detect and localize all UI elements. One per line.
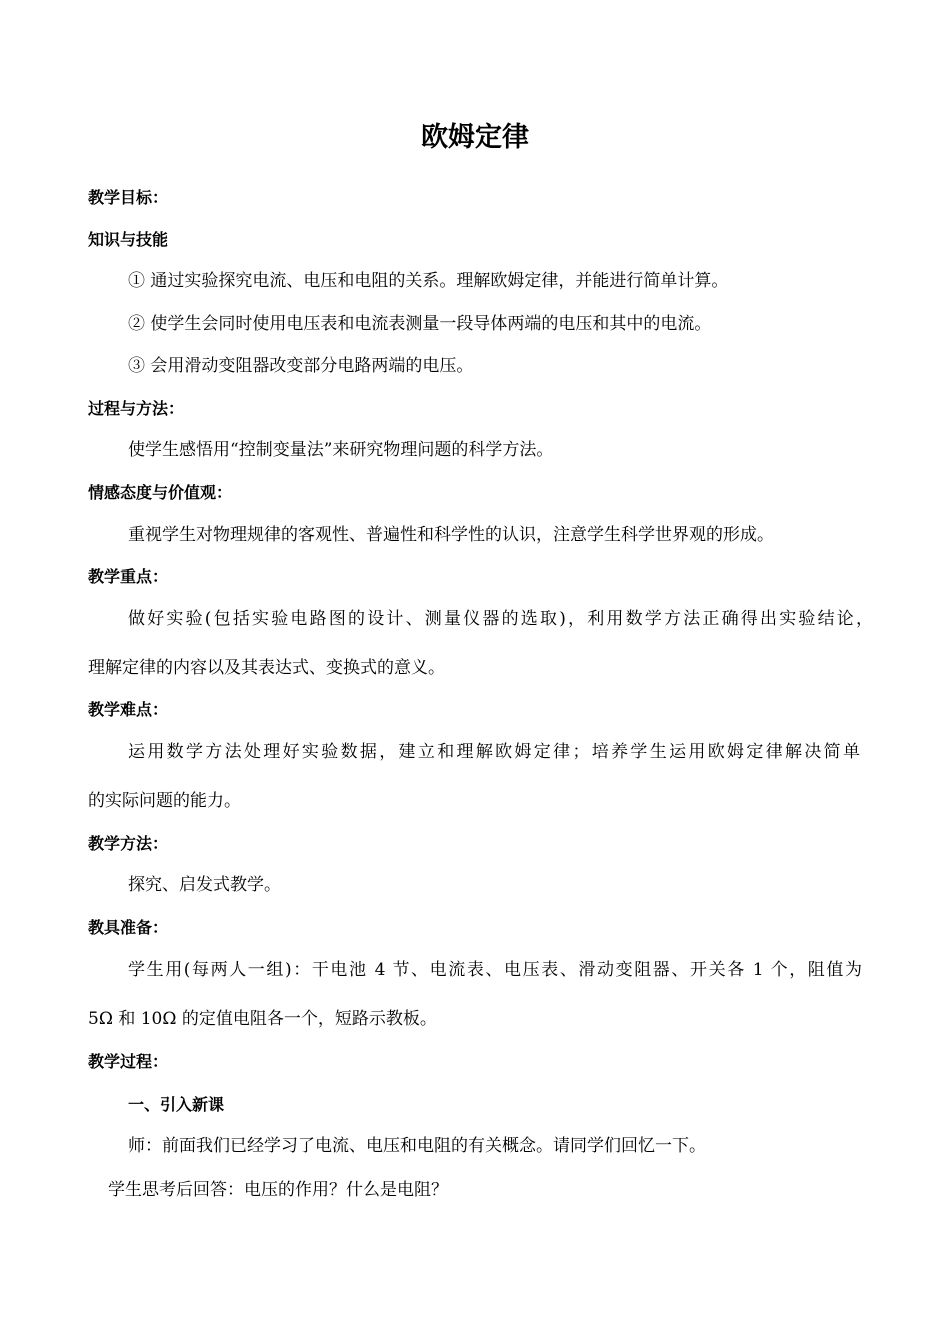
objective-item-1: ① 通过实验探究电流、电压和电阻的关系。理解欧姆定律，并能进行简单计算。 — [128, 271, 729, 291]
section-heading-equipment: 教具准备： — [88, 918, 169, 937]
section-heading-objectives: 教学目标： — [88, 188, 169, 207]
attitude-values-text: 重视学生对物理规律的客观性、普遍性和科学性的认识，注意学生科学世界观的形成。 — [128, 525, 774, 545]
document-title: 欧姆定律 — [421, 122, 529, 153]
difficulties-text-line-2: 的实际问题的能力。 — [88, 791, 241, 811]
student-response: 学生思考后回答：电压的作用？什么是电阻？ — [108, 1180, 448, 1200]
equipment-text-line-2: 5Ω 和 10Ω 的定值电阻各一个，短路示教板。 — [88, 1009, 437, 1029]
key-points-text-line-1: 做好实验(包括实验电路图的设计、测量仪器的选取)，利用数学方法正确得出实验结论， — [128, 609, 873, 629]
section-heading-difficulties: 教学难点： — [88, 700, 169, 719]
section-heading-attitude-values: 情感态度与价值观： — [88, 483, 233, 502]
section-heading-key-points: 教学重点： — [88, 567, 169, 586]
key-points-text-line-2: 理解定律的内容以及其表达式、变换式的意义。 — [88, 658, 445, 678]
process-method-text: 使学生感悟用“控制变量法”来研究物理问题的科学方法。 — [128, 440, 554, 460]
sub-heading-introduction: 一、引入新课 — [128, 1095, 225, 1114]
equipment-text-line-1: 学生用(每两人一组)：干电池 4 节、电流表、电压表、滑动变阻器、开关各 1 个，阻值为 — [128, 960, 862, 980]
section-heading-teaching-method: 教学方法： — [88, 834, 169, 853]
objective-item-3: ③ 会用滑动变阻器改变部分电路两端的电压。 — [128, 356, 474, 376]
section-heading-process-method: 过程与方法： — [88, 399, 185, 418]
difficulties-text-line-1: 运用数学方法处理好实验数据，建立和理解欧姆定律；培养学生运用欧姆定律解决简单 — [128, 742, 860, 762]
objective-item-2: ② 使学生会同时使用电压表和电流表测量一段导体两端的电压和其中的电流。 — [128, 314, 712, 334]
teaching-method-text: 探究、启发式教学。 — [128, 875, 281, 895]
section-heading-teaching-process: 教学过程： — [88, 1052, 169, 1071]
teacher-remark: 师：前面我们已经学习了电流、电压和电阻的有关概念。请同学们回忆一下。 — [128, 1136, 706, 1156]
section-heading-knowledge-skills: 知识与技能 — [88, 230, 169, 249]
